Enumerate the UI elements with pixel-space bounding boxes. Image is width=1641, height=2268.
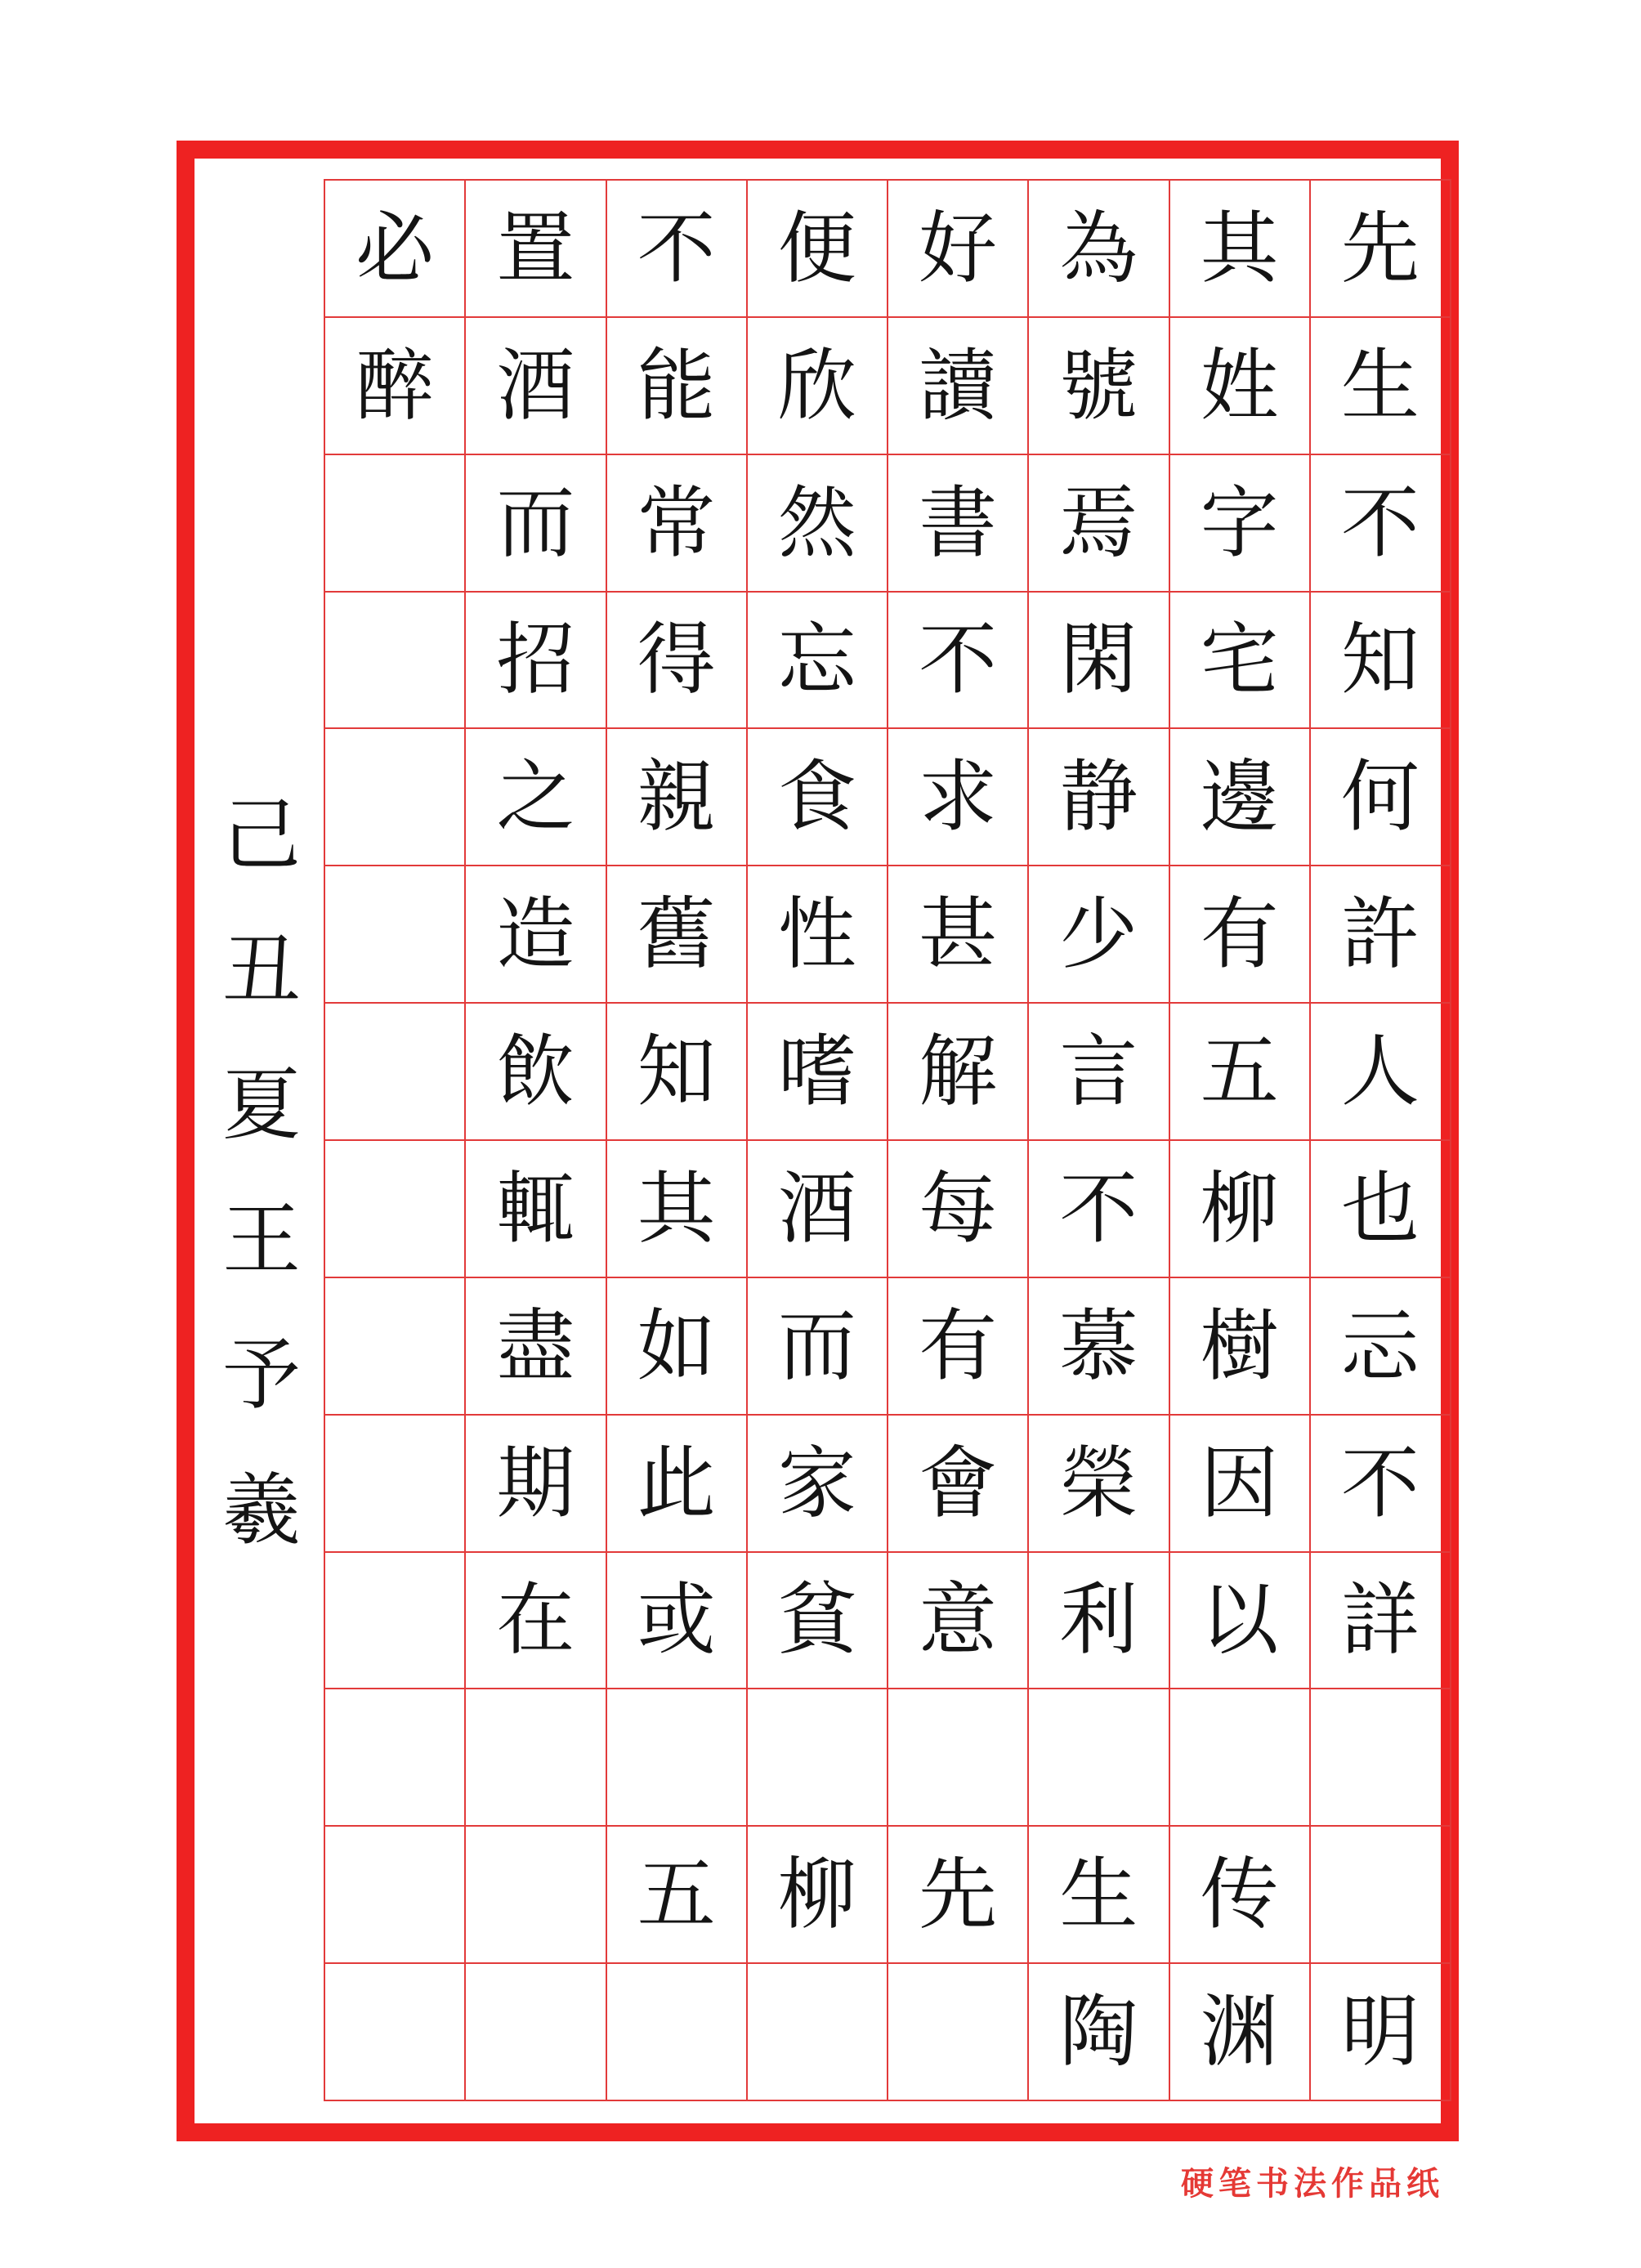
- grid-cell: 會: [888, 1416, 1029, 1553]
- grid-cell: 便: [748, 181, 888, 318]
- grid-cell: 必: [325, 181, 466, 318]
- grid-cell: 人: [1311, 1004, 1451, 1141]
- grid-cell: 貧: [748, 1553, 888, 1690]
- grid-cell: [466, 1964, 606, 2101]
- grid-cell: 號: [1029, 318, 1169, 455]
- grid-cell: [325, 729, 466, 866]
- signature-char: 予: [222, 1329, 301, 1421]
- grid-cell: 五: [607, 1827, 748, 1964]
- grid-cell: 不: [1311, 455, 1451, 593]
- grid-cell: 每: [888, 1141, 1029, 1278]
- grid-cell: 宅: [1170, 593, 1311, 730]
- grid-cell: [1170, 1689, 1311, 1827]
- grid-cell: 字: [1170, 455, 1311, 593]
- grid-cell: 造: [466, 866, 606, 1004]
- grid-cell: [1029, 1689, 1169, 1827]
- grid-cell: [325, 1689, 466, 1827]
- grid-cell: 好: [888, 181, 1029, 318]
- grid-cell: 柳: [1170, 1141, 1311, 1278]
- grid-cell: [325, 1141, 466, 1278]
- grid-cell: 或: [607, 1553, 748, 1690]
- grid-cell: 酒: [748, 1141, 888, 1278]
- signature-char: 丑: [222, 924, 301, 1017]
- grid-cell: [466, 1827, 606, 1964]
- grid-cell: 期: [466, 1416, 606, 1553]
- grid-cell: 能: [607, 318, 748, 455]
- grid-cell: 在: [466, 1553, 606, 1690]
- grid-cell: [466, 1689, 606, 1827]
- grid-cell: 置: [466, 181, 606, 318]
- grid-cell: 五: [1170, 1004, 1311, 1141]
- calligraphy-grid: [324, 179, 1451, 2101]
- grid-cell: 盡: [466, 1278, 606, 1416]
- grid-cell: 舊: [607, 866, 748, 1004]
- grid-cell: 閑: [1029, 593, 1169, 730]
- grid-cell: 此: [607, 1416, 748, 1553]
- grid-cell: 因: [1170, 1416, 1311, 1553]
- grid-cell: 為: [1029, 181, 1169, 318]
- grid-cell: 姓: [1170, 318, 1311, 455]
- grid-cell: 然: [748, 455, 888, 593]
- grid-cell: 書: [888, 455, 1029, 593]
- grid-cell: 少: [1029, 866, 1169, 1004]
- grid-cell: 利: [1029, 1553, 1169, 1690]
- grid-cell: 輒: [466, 1141, 606, 1278]
- grid-cell: 得: [607, 593, 748, 730]
- grid-cell: 焉: [1029, 455, 1169, 593]
- grid-cell: 邊: [1170, 729, 1311, 866]
- grid-cell: 求: [888, 729, 1029, 866]
- grid-cell: 不: [607, 181, 748, 318]
- signature-char: 夏: [222, 1059, 301, 1152]
- grid-cell: 柳: [748, 1827, 888, 1964]
- grid-cell: 慕: [1029, 1278, 1169, 1416]
- grid-cell: 招: [466, 593, 606, 730]
- grid-cell: 言: [1029, 1004, 1169, 1141]
- grid-cell: 明: [1311, 1964, 1451, 2101]
- grid-cell: 之: [466, 729, 606, 866]
- grid-cell: 常: [607, 455, 748, 593]
- grid-cell: [325, 866, 466, 1004]
- grid-cell: 知: [607, 1004, 748, 1141]
- grid-cell: 先: [1311, 181, 1451, 318]
- grid-cell: 其: [607, 1141, 748, 1278]
- grid-cell: 嗜: [748, 1004, 888, 1141]
- grid-cell: 欣: [748, 318, 888, 455]
- grid-cell: [325, 1278, 466, 1416]
- grid-cell: 甚: [888, 866, 1029, 1004]
- grid-cell: 不: [1029, 1141, 1169, 1278]
- grid-cell: [325, 455, 466, 593]
- grid-cell: 忘: [748, 593, 888, 730]
- grid-cell: 陶: [1029, 1964, 1169, 2101]
- grid-cell: 不: [888, 593, 1029, 730]
- grid-cell: 酒: [466, 318, 606, 455]
- grid-cell: [1311, 1689, 1451, 1827]
- grid-cell: 静: [1029, 729, 1169, 866]
- grid-cell: 也: [1311, 1141, 1451, 1278]
- grid-cell: [325, 1964, 466, 2101]
- grid-cell: 而: [748, 1278, 888, 1416]
- grid-cell: [1311, 1827, 1451, 1964]
- grid-cell: 忈: [1311, 1278, 1451, 1416]
- grid-cell: 以: [1170, 1553, 1311, 1690]
- grid-cell: 其: [1170, 181, 1311, 318]
- grid-cell: [748, 1964, 888, 2101]
- grid-cell: [748, 1689, 888, 1827]
- grid-cell: 有: [888, 1278, 1029, 1416]
- grid-cell: 樹: [1170, 1278, 1311, 1416]
- signature-char: 王: [222, 1194, 301, 1286]
- paper-label: 硬笔书法作品纸: [1181, 2164, 1444, 2203]
- grid-cell: 生: [1029, 1827, 1169, 1964]
- signature-column: [212, 768, 311, 1578]
- signature-char: 羲: [222, 1464, 301, 1556]
- grid-cell: 知: [1311, 593, 1451, 730]
- grid-cell: 親: [607, 729, 748, 866]
- grid-cell: [607, 1964, 748, 2101]
- signature-char: 己: [222, 790, 301, 881]
- grid-cell: [888, 1689, 1029, 1827]
- grid-cell: 詳: [1311, 1553, 1451, 1690]
- grid-cell: 食: [748, 729, 888, 866]
- grid-cell: [325, 1004, 466, 1141]
- grid-cell: 而: [466, 455, 606, 593]
- grid-cell: [325, 593, 466, 730]
- grid-cell: 性: [748, 866, 888, 1004]
- grid-cell: 飲: [466, 1004, 606, 1141]
- grid-cell: 榮: [1029, 1416, 1169, 1553]
- grid-cell: [325, 1827, 466, 1964]
- grid-cell: 何: [1311, 729, 1451, 866]
- grid-cell: 不: [1311, 1416, 1451, 1553]
- grid-cell: [325, 1553, 466, 1690]
- grid-cell: 意: [888, 1553, 1029, 1690]
- grid-cell: 讀: [888, 318, 1029, 455]
- grid-cell: [325, 1416, 466, 1553]
- grid-cell: 如: [607, 1278, 748, 1416]
- grid-cell: [888, 1964, 1029, 2101]
- grid-cell: 传: [1170, 1827, 1311, 1964]
- grid-cell: 生: [1311, 318, 1451, 455]
- grid-cell: 醉: [325, 318, 466, 455]
- grid-cell: 解: [888, 1004, 1029, 1141]
- grid-cell: 許: [1311, 866, 1451, 1004]
- grid-cell: [607, 1689, 748, 1827]
- grid-cell: 有: [1170, 866, 1311, 1004]
- grid-cell: 渊: [1170, 1964, 1311, 2101]
- grid-cell: 先: [888, 1827, 1029, 1964]
- grid-cell: 家: [748, 1416, 888, 1553]
